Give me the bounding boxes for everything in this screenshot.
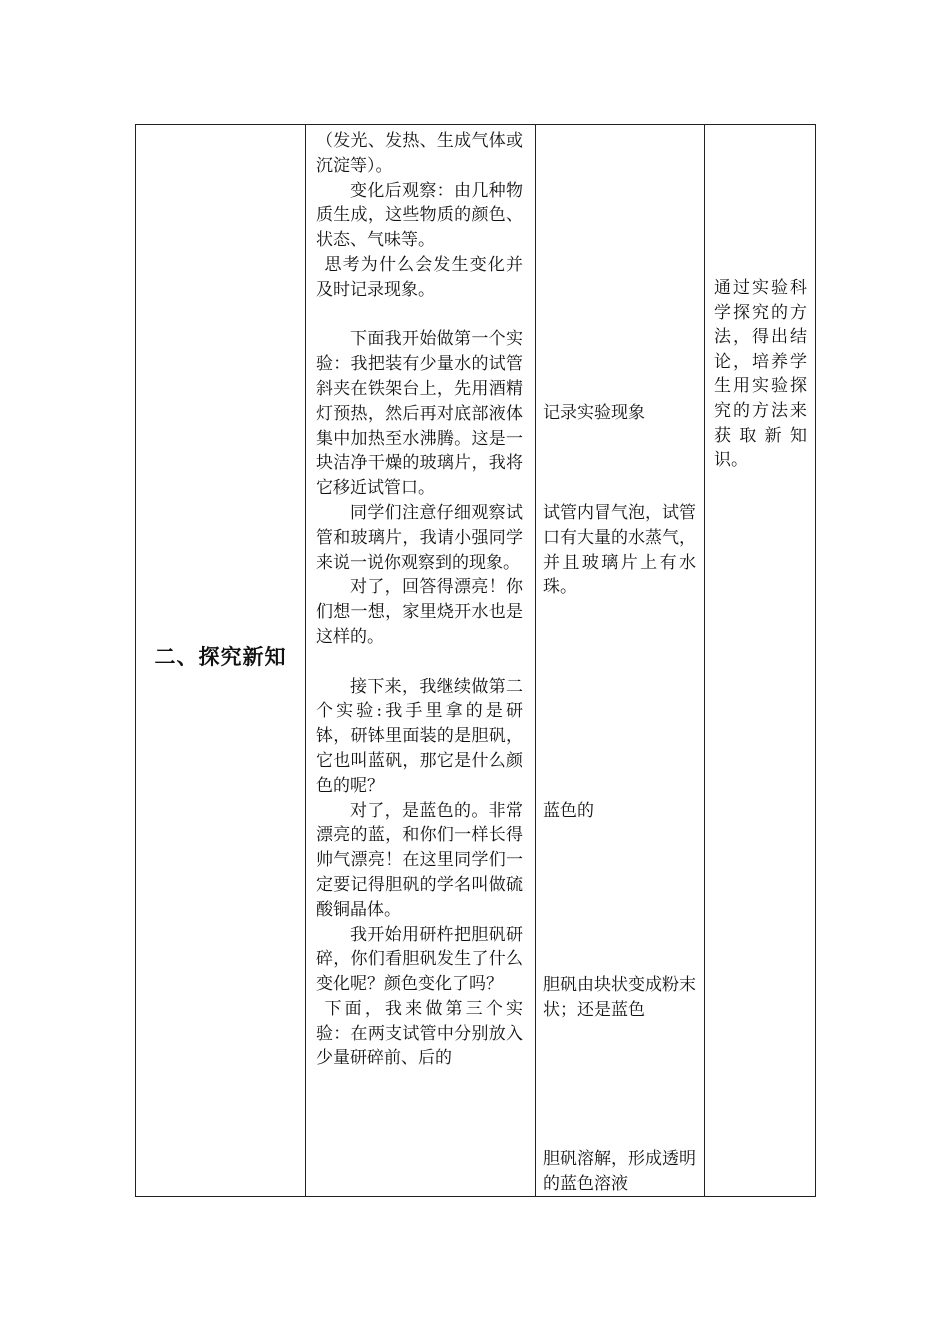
student-note: 胆矾溶解，形成透明的蓝色溶液 <box>543 1149 696 1194</box>
spacer <box>316 303 523 328</box>
teacher-paragraph: 同学们注意仔细观察试管和玻璃片，我请小强同学来说一说你观察到的现象。 <box>316 502 523 573</box>
section-column <box>136 125 306 1196</box>
teacher-paragraph: 变化后观察：由几种物质生成，这些物质的颜色、状态、气味等。 <box>316 180 523 251</box>
teacher-activity-column <box>306 125 536 1196</box>
teacher-paragraph: 接下来，我继续做第二个实验:我手里拿的是研钵，研钵里面装的是胆矾，它也叫蓝矾，那它是什么颜色的呢？ <box>316 676 523 796</box>
design-intent-column <box>705 125 815 1196</box>
lesson-plan-table <box>135 124 816 1197</box>
teacher-paragraph: 对了，回答得漂亮！你们想一想，家里烧开水也是这样的。 <box>316 577 523 647</box>
spacer <box>316 650 523 675</box>
design-intent-text: 通过实验科学探究的方法，得出结论，培养学生用实验探究的方法来获取新知识。 <box>714 278 807 471</box>
teacher-paragraph: 我开始用研杵把胆矾研碎，你们看胆矾发生了什么变化呢？颜色变化了吗？ <box>316 924 523 995</box>
student-note: 胆矾由块状变成粉末状；还是蓝色 <box>543 975 696 1020</box>
student-note: 记录实验现象 <box>543 403 645 423</box>
teacher-paragraph: 思考为什么会发生变化并及时记录现象。 <box>316 254 523 300</box>
student-note: 试管内冒气泡，试管口有大量的水蒸气，并且玻璃片上有水珠。 <box>543 503 696 598</box>
student-activity-column <box>536 125 705 1196</box>
teacher-paragraph: 对了，是蓝色的。非常漂亮的蓝，和你们一样长得帅气漂亮！在这里同学们一定要记得胆矾的学名叫做硫酸铜晶体。 <box>316 800 523 920</box>
teacher-paragraph: 下面，我来做第三个实验：在两支试管中分别放入少量研碎前、后的 <box>316 998 523 1069</box>
student-note: 蓝色的 <box>543 801 594 821</box>
teacher-paragraph: （发光、发热、生成气体或沉淀等）。 <box>316 131 523 176</box>
section-title: 二、探究新知 <box>154 644 287 669</box>
teacher-paragraph: 下面我开始做第一个实验：我把装有少量水的试管斜夹在铁架台上，先用酒精灯预热，然后再对底部液体集中加热至水沸腾。这是一块洁净干燥的玻璃片，我将它移近试管口。 <box>316 329 523 499</box>
